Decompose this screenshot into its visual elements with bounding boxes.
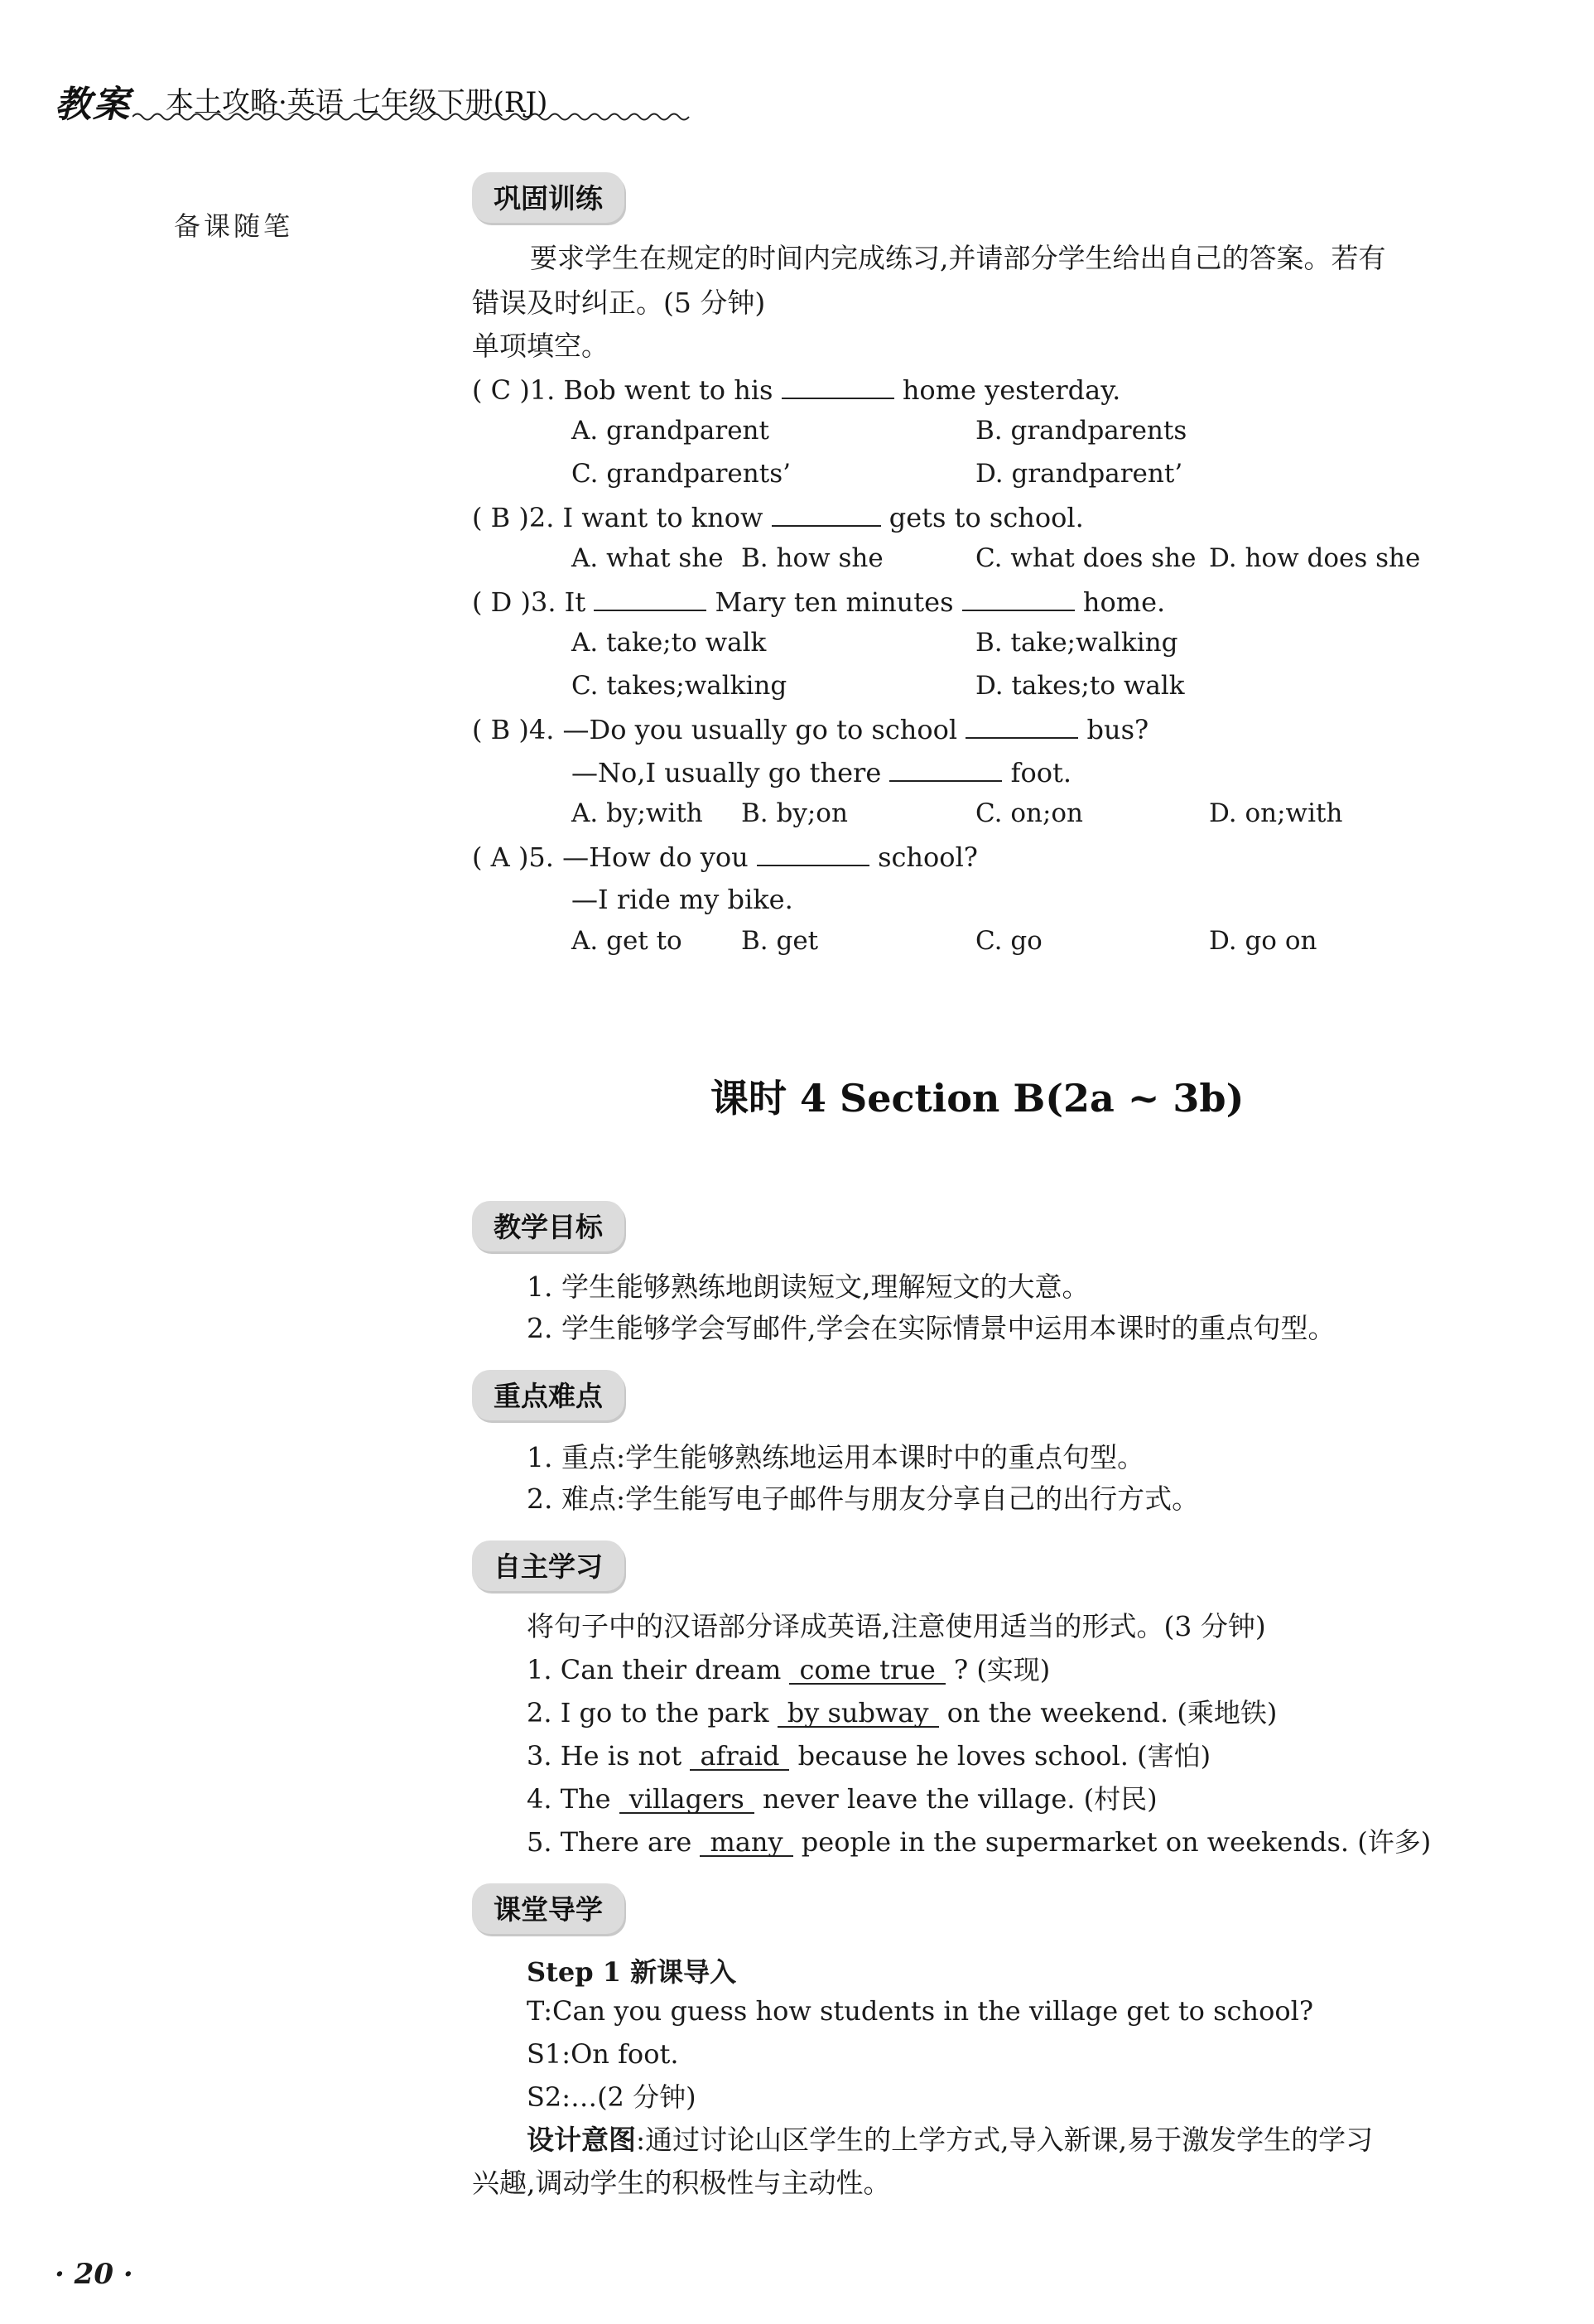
question-3-blank-1: [594, 585, 706, 611]
question-3: [472, 585, 1165, 619]
self-study-intro: 将句子中的汉语部分译成英语,注意使用适当的形式。(3 分钟): [527, 1610, 1266, 1642]
question-2-option-b: B. how she: [741, 543, 884, 573]
consolidation-subhead: 单项填空。: [472, 330, 609, 362]
question-3-tail: home.: [1082, 586, 1166, 618]
question-4-tail: bus?: [1086, 714, 1149, 745]
self-study-sentence-1: [527, 1653, 1050, 1686]
self-study-5-answer: many: [700, 1829, 792, 1857]
section-tag-guide: 课堂导学: [472, 1883, 624, 1934]
question-3-blank-2: [962, 585, 1075, 611]
question-5-stem: ( A )5. —How do you: [472, 841, 749, 873]
question-3-option-b: B. take;walking: [975, 628, 1178, 658]
page-number: · 20 ·: [55, 2258, 133, 2291]
section-tag-self-study: 自主学习: [472, 1540, 624, 1591]
question-4-option-d: D. on;with: [1209, 798, 1343, 828]
question-2-option-a: A. what she: [571, 543, 724, 573]
side-note-label: 备课随笔: [174, 210, 294, 242]
question-5-option-a: A. get to: [571, 926, 682, 956]
question-5-option-d: D. go on: [1209, 926, 1317, 956]
self-study-2-post: on the weekend. (乘地铁): [946, 1697, 1278, 1729]
self-study-sentence-4: [527, 1782, 1158, 1815]
self-study-1-answer: come true: [789, 1656, 945, 1685]
question-1-option-a: A. grandparent: [571, 416, 769, 446]
self-study-1-pre: 1. Can their dream: [527, 1654, 782, 1685]
question-1: [472, 373, 1120, 407]
self-study-3-pre: 3. He is not: [527, 1740, 682, 1772]
section-tag-consolidation: 巩固训练: [472, 172, 624, 223]
question-4-option-c: C. on;on: [975, 798, 1084, 828]
question-4: [472, 712, 1149, 746]
design-intent-text1: :通过讨论山区学生的上学方式,导入新课,易于激发学生的学习: [636, 2124, 1374, 2156]
consolidation-intro-line1: 要求学生在规定的时间内完成练习,并请部分学生给出自己的答案。若有: [530, 242, 1386, 274]
step-1-title: Step 1 新课导入: [527, 1956, 737, 1988]
self-study-2-answer: by subway: [778, 1700, 939, 1728]
question-1-option-d: D. grandparent’: [975, 459, 1183, 489]
dialogue-student-1: S1:On foot.: [527, 2038, 679, 2070]
objective-2: 2. 学生能够学会写邮件,学会在实际情景中运用本课时的重点句型。: [527, 1312, 1336, 1344]
question-2-stem: ( B )2. I want to know: [472, 502, 763, 533]
dialogue-student-2: S2:…(2 分钟): [527, 2081, 696, 2113]
header-title: 本土攻略·英语 七年级下册(RJ): [166, 86, 548, 119]
design-intent-line2: 兴趣,调动学生的积极性与主动性。: [472, 2167, 891, 2199]
design-intent-line1: [527, 2124, 1373, 2157]
question-2-option-c: C. what does she: [975, 543, 1197, 573]
question-2: [472, 500, 1084, 534]
dialogue-teacher: T:Can you guess how students in the village get to school?: [527, 1995, 1313, 2027]
question-5-option-b: B. get: [741, 926, 819, 956]
lesson-title: 课时 4 Section B(2a ~ 3b): [710, 1076, 1245, 1121]
self-study-sentence-3: [527, 1739, 1211, 1772]
key-point-2: 2. 难点:学生能写电子邮件与朋友分享自己的出行方式。: [527, 1483, 1200, 1515]
header-logo: 教案: [55, 84, 131, 126]
section-tag-key-points: 重点难点: [472, 1370, 624, 1420]
question-1-option-b: B. grandparents: [975, 416, 1187, 446]
question-5-line2: —I ride my bike.: [571, 884, 793, 915]
self-study-4-post: never leave the village. (村民): [762, 1783, 1158, 1815]
question-3-option-c: C. takes;walking: [571, 671, 787, 701]
question-3-option-d: D. takes;to walk: [975, 671, 1185, 701]
self-study-1-post: ? (实现): [953, 1654, 1051, 1685]
question-5: [472, 840, 978, 874]
question-2-tail: gets to school.: [888, 502, 1084, 533]
question-1-stem: ( C )1. Bob went to his: [472, 374, 773, 406]
question-4-option-a: A. by;with: [571, 798, 703, 828]
self-study-4-answer: villagers: [619, 1786, 754, 1814]
self-study-5-pre: 5. There are: [527, 1826, 692, 1858]
question-4-line2-text: —No,I usually go there: [571, 757, 882, 788]
question-1-blank: [782, 373, 894, 399]
section-tag-objectives: 教学目标: [472, 1201, 624, 1251]
question-2-option-d: D. how does she: [1209, 543, 1421, 573]
question-4-line2-tail: foot.: [1010, 757, 1071, 788]
question-3-stem: ( D )3. It: [472, 586, 586, 618]
key-point-1: 1. 重点:学生能够熟练地运用本课时中的重点句型。: [527, 1441, 1145, 1473]
question-2-blank: [772, 500, 881, 527]
question-4-line2: [571, 755, 1071, 789]
self-study-3-answer: afraid: [690, 1743, 789, 1771]
question-1-tail: home yesterday.: [902, 374, 1121, 406]
self-study-5-post: people in the supermarket on weekends. (许多): [801, 1826, 1432, 1858]
question-5-blank: [757, 840, 869, 866]
header-wave-divider: [132, 111, 696, 123]
question-5-tail: school?: [878, 841, 978, 873]
self-study-4-pre: 4. The: [527, 1783, 611, 1815]
question-4-blank-2: [889, 755, 1002, 782]
self-study-sentence-2: [527, 1696, 1277, 1729]
design-intent-label: 设计意图: [527, 2124, 636, 2156]
objective-1: 1. 学生能够熟练地朗读短文,理解短文的大意。: [527, 1270, 1090, 1303]
self-study-2-pre: 2. I go to the park: [527, 1697, 769, 1729]
self-study-3-post: because he loves school. (害怕): [797, 1740, 1211, 1772]
question-4-blank-1: [966, 712, 1078, 739]
self-study-sentence-5: [527, 1825, 1431, 1859]
question-3-option-a: A. take;to walk: [571, 628, 767, 658]
question-1-option-c: C. grandparents’: [571, 459, 791, 489]
question-4-option-b: B. by;on: [741, 798, 848, 828]
question-5-option-c: C. go: [975, 926, 1043, 956]
question-4-stem: ( B )4. —Do you usually go to school: [472, 714, 958, 745]
consolidation-intro-line2: 错误及时纠正。(5 分钟): [472, 287, 766, 319]
question-3-mid: Mary ten minutes: [715, 586, 954, 618]
